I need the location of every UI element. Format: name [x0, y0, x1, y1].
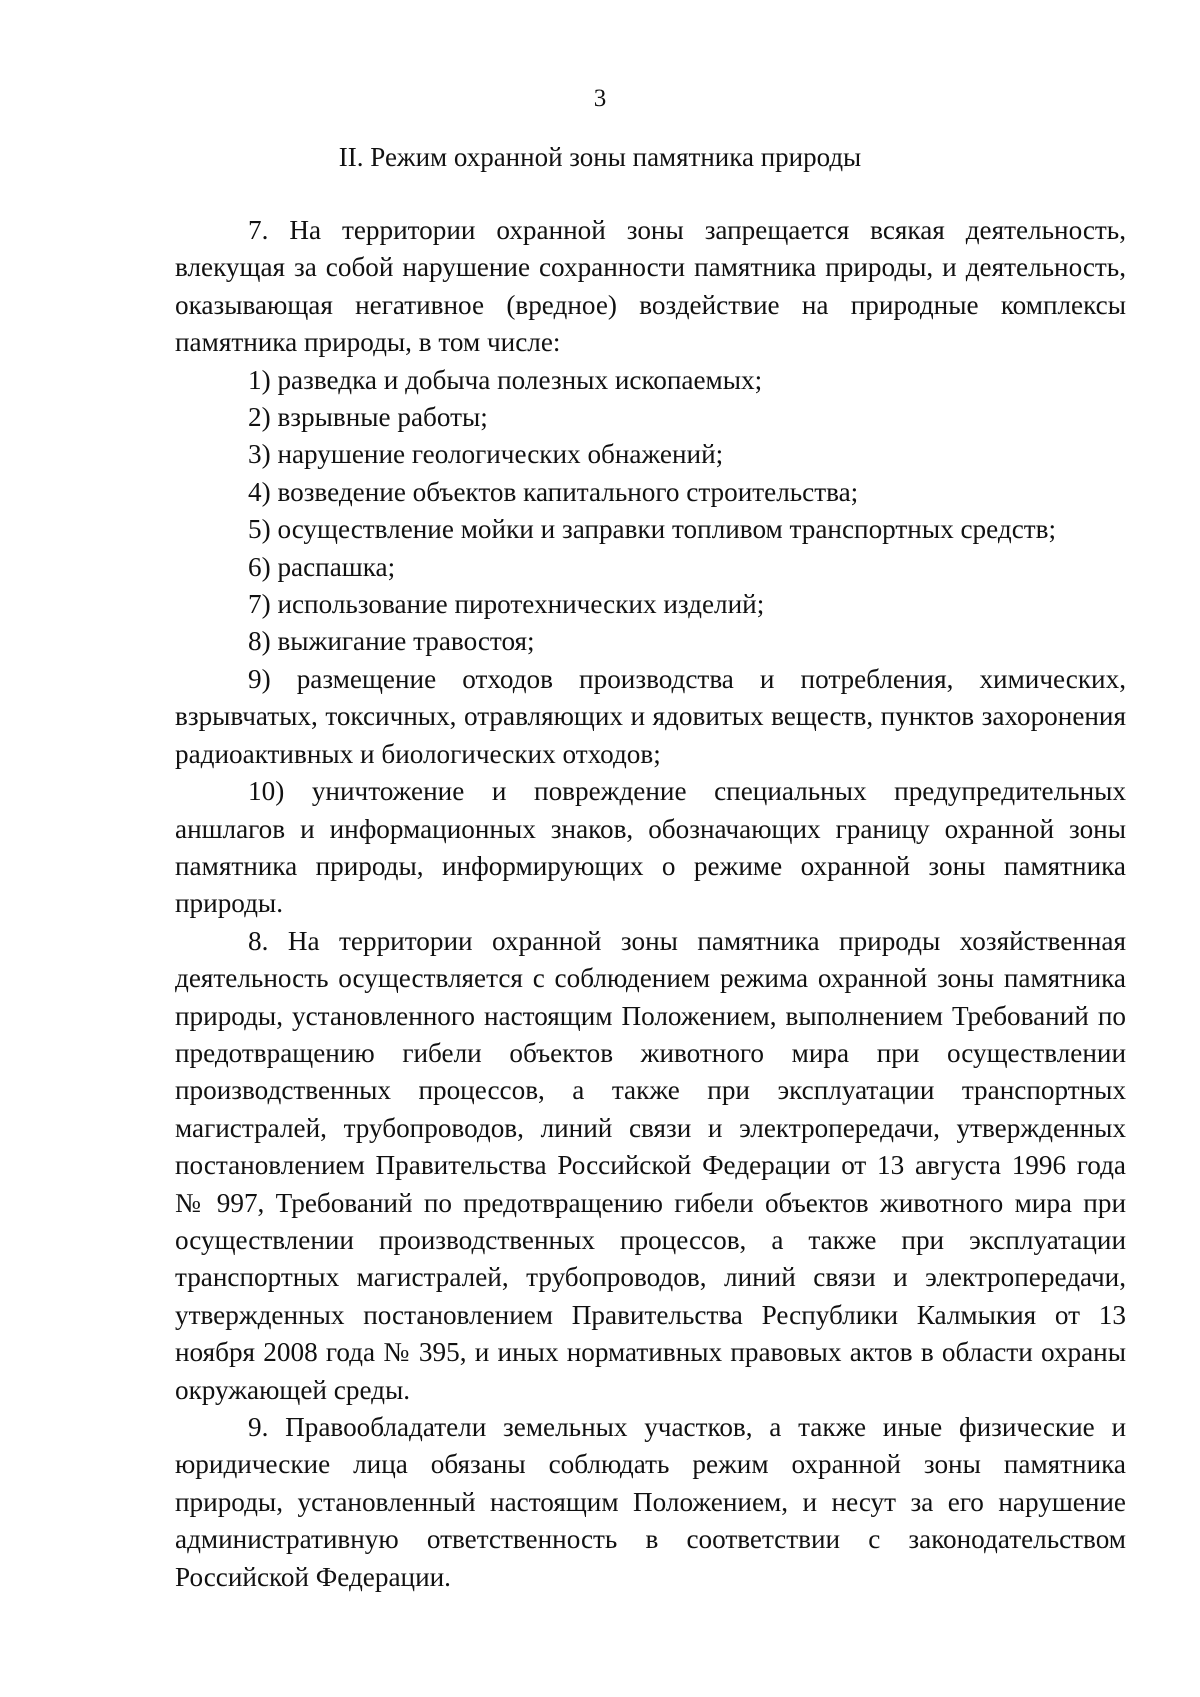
- list-item-10: 10) уничтожение и повреждение специальных предупредительных аншлагов и информационных знаков, обозначающих границу охранной зоны памятника природы, информирующих о режиме охранной зоны памятника природы.: [175, 776, 1126, 919]
- list-item-1: 1) разведка и добыча полезных ископаемых;: [248, 364, 763, 395]
- list-item-7: 7) использование пиротехнических изделий;: [248, 589, 765, 620]
- paragraph-8: 8. На территории охранной зоны памятника природы хозяйственная деятельность осуществляется с соблюдением режима охранной зоны памятника природы, установленного настоящим Положением, выполнением Требований по предотвращению гибели объектов животного мира при осуществлении производственных процессов, а также при эксплуатации транспортных магистралей, трубопроводов, линий связи и электропередачи, утвержденных постановлением Правительства Российской Федерации от 13 августа 1996 года № 997, Требований по предотвращению гибели объектов животного мира при осуществлении производственных процессов, а также при эксплуатации транспортных магистралей, трубопроводов, линий связи и электропередачи, утвержденных постановлением Правительства Республики Калмыкия от 13 ноября 2008 года № 395, и иных нормативных правовых актов в области охраны окружающей среды.: [175, 925, 1126, 1405]
- paragraph-7-intro: 7. На территории охранной зоны запрещается всякая деятельность, влекущая за собой нарушение сохранности памятника природы, и деятельность, оказывающая негативное (вредное) воздействие на природные комплексы памятника природы, в том числе:: [175, 215, 1126, 358]
- list-item-6: 6) распашка;: [248, 551, 396, 582]
- list-item-3: 3) нарушение геологических обнажений;: [248, 439, 724, 470]
- paragraph-9: 9. Правообладатели земельных участков, а также иные физические и юридические лица обязаны соблюдать режим охранной зоны памятника природы, установленный настоящим Положением, и несут за его нарушение административную ответственность в соответствии с законодательством Российской Федерации.: [175, 1412, 1126, 1592]
- list-item-9: 9) размещение отходов производства и потребления, химических, взрывчатых, токсичных, отравляющих и ядовитых веществ, пунктов захоронения радиоактивных и биологических отходов;: [175, 663, 1126, 769]
- list-item-2: 2) взрывные работы;: [248, 402, 488, 433]
- list-item-5: 5) осуществление мойки и заправки топливом транспортных средств;: [248, 514, 1057, 545]
- page-number: 3: [593, 85, 607, 112]
- list-item-4: 4) возведение объектов капитального строительства;: [248, 476, 859, 507]
- document-body: [175, 212, 1126, 1596]
- section-title: II. Режим охранной зоны памятника природы: [338, 142, 862, 172]
- list-item-8: 8) выжигание травостоя;: [248, 626, 535, 657]
